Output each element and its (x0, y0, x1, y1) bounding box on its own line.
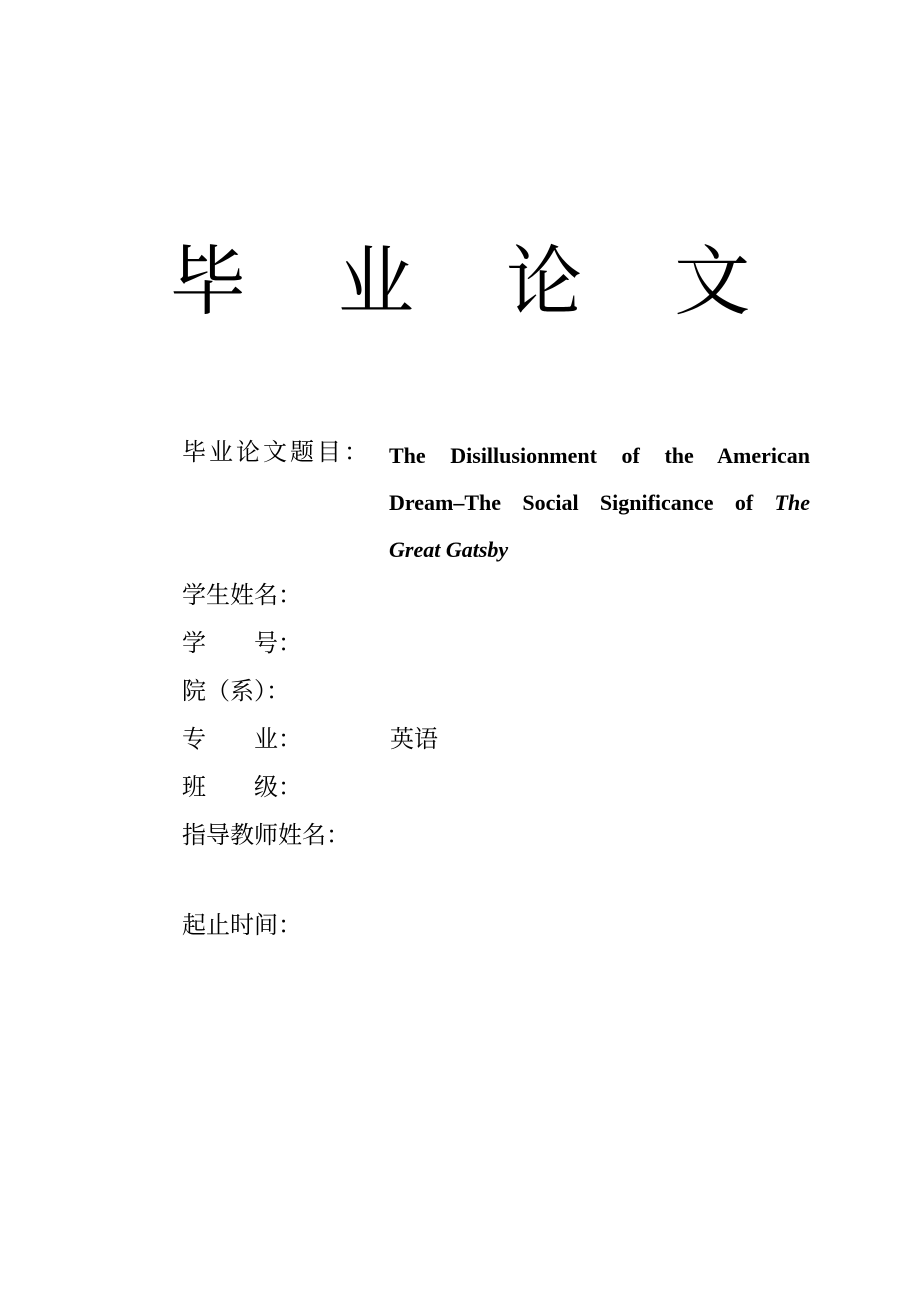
period-label: 起止时间： (182, 911, 302, 939)
thesis-title-line-2 (389, 479, 810, 526)
thesis-title-label: 毕业论文题目： (182, 438, 371, 466)
thesis-title-line-2-italic: The (774, 490, 810, 515)
advisor-name-label: 指导教师姓名： (182, 821, 350, 849)
page-title: 毕 业 论 文 (169, 237, 785, 326)
thesis-title-line-2-regular: Dream–The Social Significance of (389, 490, 775, 515)
class-label: 班 级： (182, 773, 302, 801)
student-name-label: 学生姓名： (182, 581, 302, 609)
major-value: 英语 (390, 725, 438, 753)
thesis-title-line-3: Great Gatsby (389, 537, 509, 562)
major-label: 专 业： (182, 725, 302, 753)
thesis-title (389, 432, 810, 573)
student-id-label: 学 号： (182, 629, 302, 657)
department-label: 院（系）： (182, 677, 290, 705)
thesis-title-line-1: The Disillusionment of the American (389, 443, 810, 468)
